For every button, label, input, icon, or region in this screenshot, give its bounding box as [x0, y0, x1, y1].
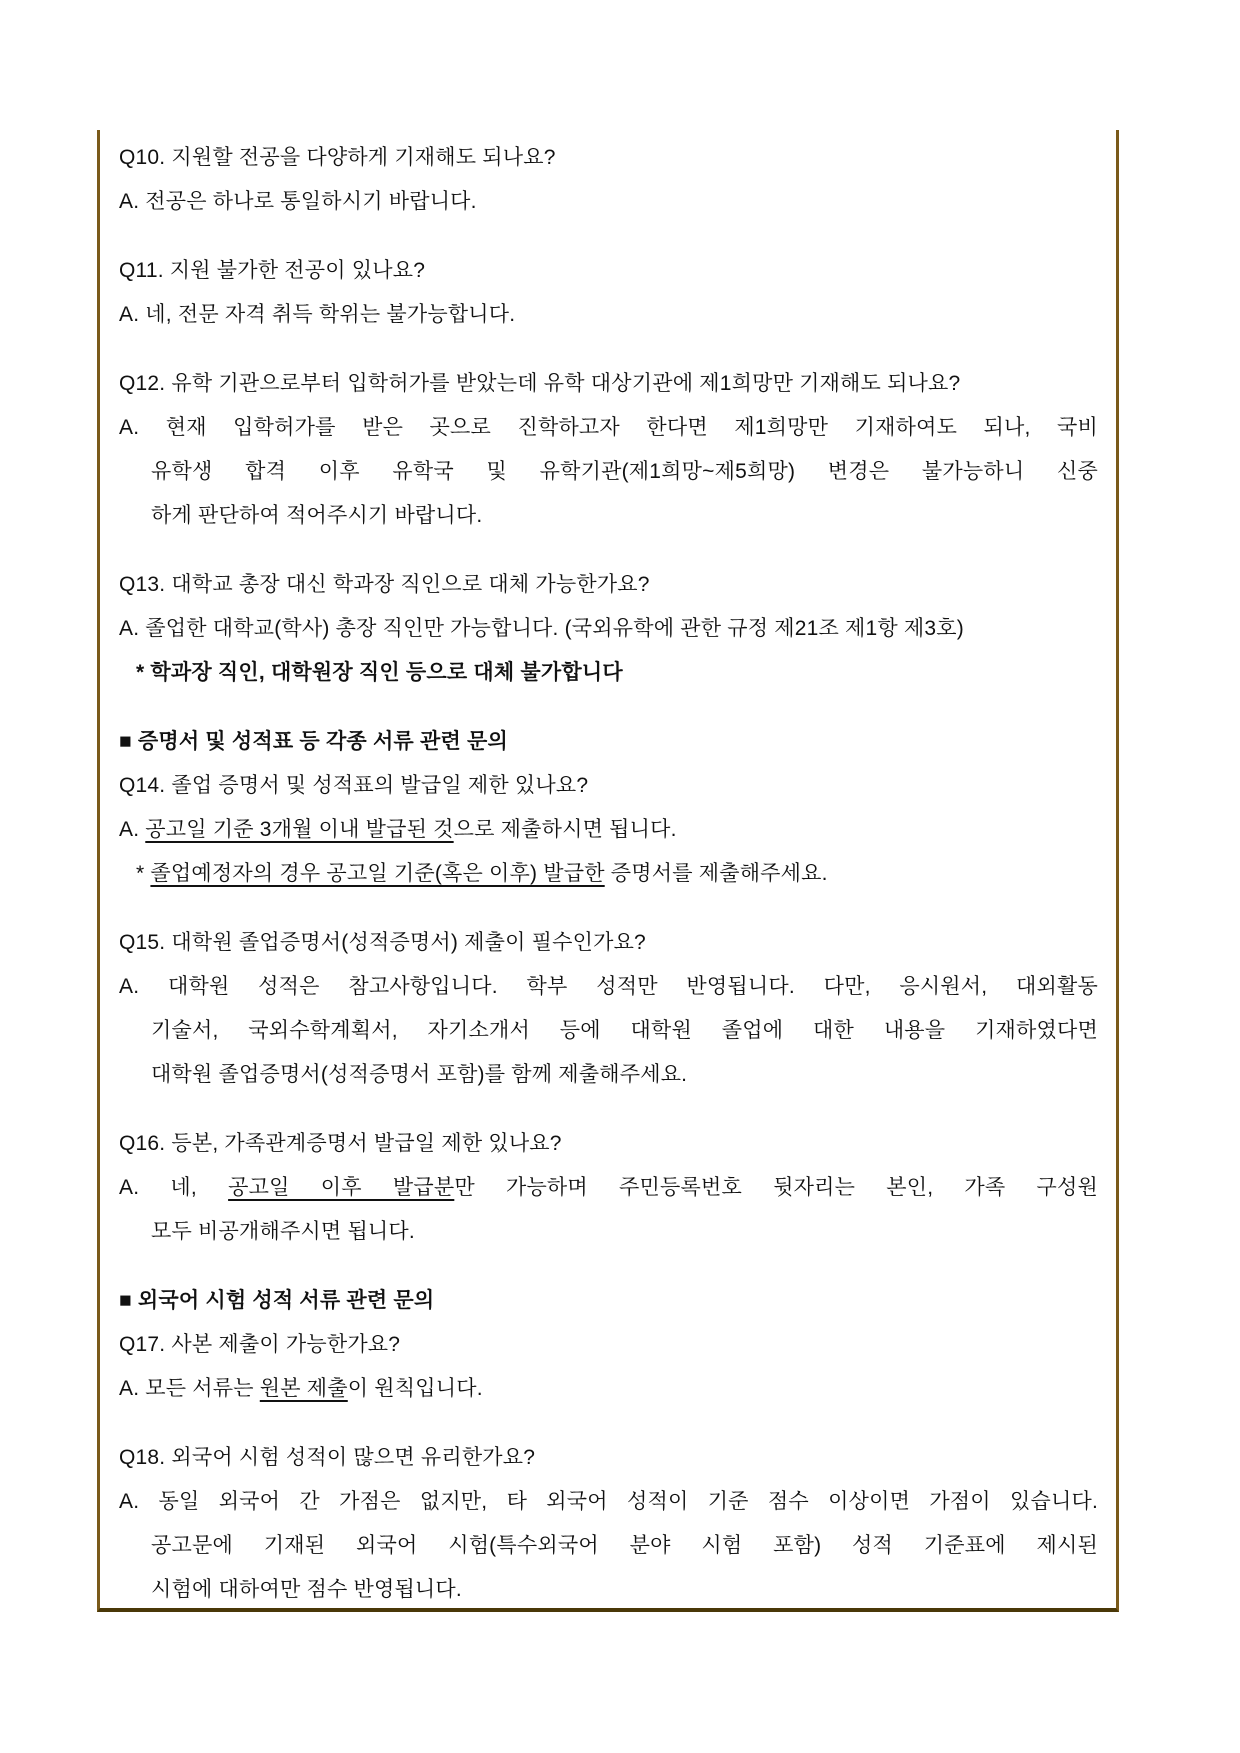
- text-segment: A. 모든 서류는: [119, 1377, 260, 1400]
- text-segment: A.: [119, 818, 146, 841]
- question-line: [119, 1436, 1098, 1480]
- text-segment: Q10. 지원할 전공을 다양하게 기재해도 되나요?: [119, 146, 556, 169]
- text-segment: A. 전공은 하나로 통일하시기 바랍니다.: [119, 190, 477, 213]
- qa-block-q10: [119, 136, 1098, 224]
- text-segment: 만 가능하며 주민등록번호 뒷자리는 본인, 가족 구성원: [454, 1176, 1098, 1199]
- answer-line: [119, 180, 1098, 224]
- text-segment: 기술서, 국외수학계획서, 자기소개서 등에 대학원 졸업에 대한 내용을 기재하였다면: [151, 1019, 1098, 1042]
- text-segment: 증명서를 제출해주세요.: [604, 862, 828, 885]
- text-segment: A. 졸업한 대학교(학사) 총장 직인만 가능합니다. (국외유학에 관한 규정 제21조 제1항 제3호): [119, 617, 964, 640]
- question-line: [119, 1323, 1098, 1367]
- answer-line: [119, 965, 1098, 1009]
- answer-continuation-line: [119, 1053, 1098, 1097]
- answer-line: [119, 1480, 1098, 1524]
- text-segment: 이 원칙입니다.: [347, 1377, 483, 1400]
- answer-line: [119, 1166, 1098, 1210]
- text-segment: ■ 외국어 시험 성적 서류 관련 문의: [119, 1289, 435, 1312]
- question-line: [119, 362, 1098, 406]
- text-segment: Q15. 대학원 졸업증명서(성적증명서) 제출이 필수인가요?: [119, 931, 646, 954]
- answer-continuation-line: [119, 1210, 1098, 1254]
- text-segment: 하게 판단하여 적어주시기 바랍니다.: [151, 504, 483, 527]
- text-segment: A. 동일 외국어 간 가점은 없지만, 타 외국어 성적이 기준 점수 이상이면 가점이 있습니다.: [119, 1490, 1098, 1513]
- answer-continuation-line: [119, 1009, 1098, 1053]
- document-frame: [97, 130, 1119, 1612]
- note-line: [119, 651, 1098, 695]
- text-segment: ■ 증명서 및 성적표 등 각종 서류 관련 문의: [119, 730, 508, 753]
- text-segment: Q13. 대학교 총장 대신 학과장 직인으로 대체 가능한가요?: [119, 573, 650, 596]
- question-line: [119, 764, 1098, 808]
- answer-line: [119, 293, 1098, 337]
- answer-line: [119, 406, 1098, 450]
- note-line: [119, 852, 1098, 896]
- qa-block-q12: [119, 362, 1098, 538]
- text-segment: Q11. 지원 불가한 전공이 있나요?: [119, 259, 426, 282]
- text-segment: Q18. 외국어 시험 성적이 많으면 유리한가요?: [119, 1446, 536, 1469]
- text-segment: * 학과장 직인, 대학원장 직인 등으로 대체 불가합니다: [136, 661, 623, 684]
- answer-continuation-line: [119, 1524, 1098, 1568]
- section-foreign-language: [119, 1279, 1098, 1411]
- text-segment: A. 네,: [119, 1176, 229, 1199]
- section-header-line: [119, 720, 1098, 764]
- underlined-text: 공고일 기준 3개월 이내 발급된 것: [145, 818, 454, 841]
- text-segment: Q17. 사본 제출이 가능한가요?: [119, 1333, 401, 1356]
- text-segment: 시험에 대하여만 점수 반영됩니다.: [151, 1578, 462, 1601]
- text-segment: 공고문에 기재된 외국어 시험(특수외국어 분야 시험 포함) 성적 기준표에 제시된: [151, 1534, 1098, 1557]
- underlined-text: 공고일 이후 발급분: [228, 1176, 455, 1199]
- text-segment: A. 대학원 성적은 참고사항입니다. 학부 성적만 반영됩니다. 다만, 응시원서, 대외활동: [119, 975, 1098, 998]
- question-line: [119, 136, 1098, 180]
- text-segment: 대학원 졸업증명서(성적증명서 포함)를 함께 제출해주세요.: [151, 1063, 688, 1086]
- underlined-text: 졸업예정자의 경우 공고일 기준(혹은 이후) 발급한: [150, 862, 605, 885]
- qa-block-q16: [119, 1122, 1098, 1254]
- section-documents: [119, 720, 1098, 896]
- answer-line: [119, 1367, 1098, 1411]
- answer-line: [119, 607, 1098, 651]
- question-line: [119, 563, 1098, 607]
- text-segment: Q16. 등본, 가족관계증명서 발급일 제한 있나요?: [119, 1132, 562, 1155]
- qa-block-q15: [119, 921, 1098, 1097]
- text-segment: 모두 비공개해주시면 됩니다.: [151, 1220, 415, 1243]
- text-segment: 으로 제출하시면 됩니다.: [453, 818, 677, 841]
- question-line: [119, 921, 1098, 965]
- qa-block-q13: [119, 563, 1098, 695]
- answer-continuation-line: [119, 1568, 1098, 1612]
- text-segment: A. 현재 입학허가를 받은 곳으로 진학하고자 한다면 제1희망만 기재하여도 되나, 국비: [119, 416, 1098, 439]
- answer-continuation-line: [119, 494, 1098, 538]
- underlined-text: 원본 제출: [259, 1377, 348, 1400]
- answer-line: [119, 808, 1098, 852]
- section-header-line: [119, 1279, 1098, 1323]
- answer-continuation-line: [119, 450, 1098, 494]
- text-segment: 유학생 합격 이후 유학국 및 유학기관(제1희망~제5희망) 변경은 불가능하니 신중: [151, 460, 1098, 483]
- qa-block-q18: [119, 1436, 1098, 1612]
- text-segment: A. 네, 전문 자격 취득 학위는 불가능합니다.: [119, 303, 516, 326]
- text-segment: Q14. 졸업 증명서 및 성적표의 발급일 제한 있나요?: [119, 774, 589, 797]
- question-line: [119, 249, 1098, 293]
- text-segment: Q12. 유학 기관으로부터 입학허가를 받았는데 유학 대상기관에 제1희망만 기재해도 되나요?: [119, 372, 961, 395]
- text-segment: *: [136, 862, 151, 885]
- qa-block-q11: [119, 249, 1098, 337]
- question-line: [119, 1122, 1098, 1166]
